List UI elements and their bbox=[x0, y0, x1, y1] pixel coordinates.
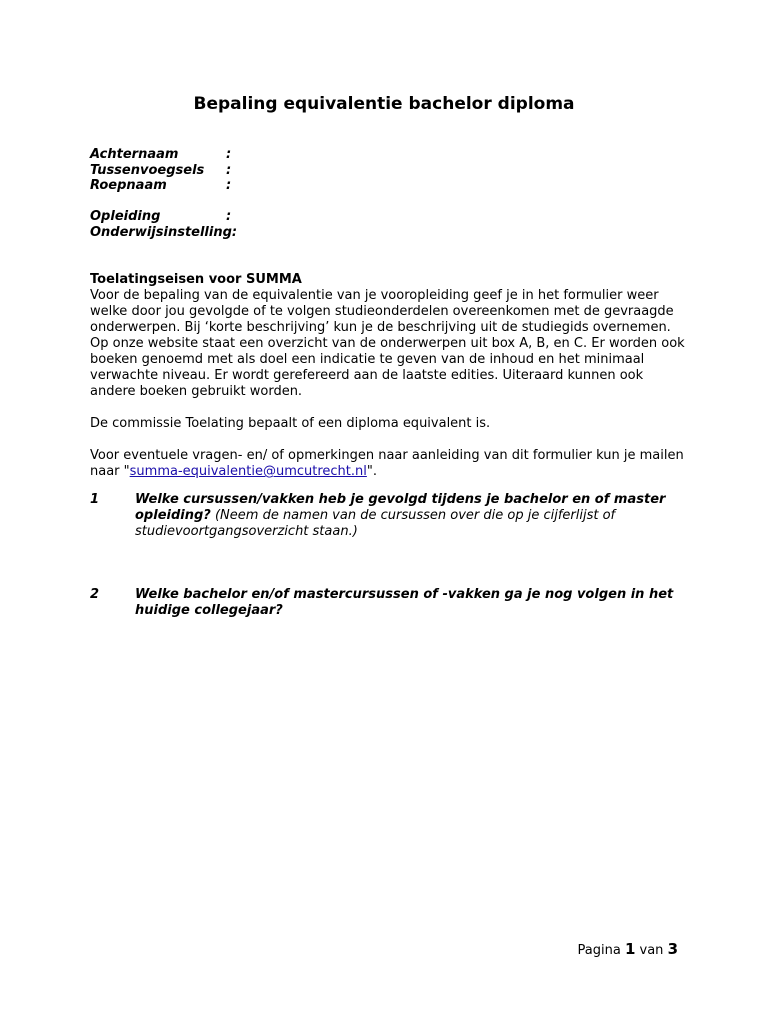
field-colon: : bbox=[226, 162, 232, 178]
section-heading: Toelatingseisen voor SUMMA bbox=[90, 272, 302, 287]
contact-text-end: ". bbox=[366, 464, 377, 479]
question-number: 2 bbox=[90, 587, 100, 602]
commission-paragraph: De commissie Toelating bepaalt of een diploma equivalent is. bbox=[90, 416, 491, 431]
contact-text: Voor eventuele vragen- en/ of opmerkingen naar aanleiding van dit formulier kun je mailen naar " bbox=[90, 448, 684, 479]
footer-page-number: 1 bbox=[624, 940, 636, 958]
footer-van: van bbox=[639, 943, 664, 958]
question-text bbox=[135, 587, 690, 619]
contact-paragraph bbox=[90, 448, 690, 480]
field-tussenvoegsels bbox=[90, 163, 237, 179]
field-label-opleiding: Opleiding bbox=[90, 209, 161, 224]
field-onderwijsinstelling bbox=[90, 225, 237, 241]
question-2 bbox=[90, 587, 690, 619]
question-bold: Welke cursussen/vakken heb je gevolgd tijdens je bachelor en of master opleiding? bbox=[135, 492, 666, 523]
document-title: Bepaling equivalentie bachelor diploma bbox=[193, 94, 575, 114]
field-label-tussenvoegsels: Tussenvoegsels bbox=[90, 162, 205, 178]
question-note: (Neem de namen van de cursussen over die op je cijferlijst of studievoortgangsoverzicht staan.) bbox=[135, 508, 616, 539]
question-text bbox=[135, 492, 690, 540]
field-colon: : bbox=[226, 178, 232, 193]
footer-total-pages: 3 bbox=[667, 940, 678, 958]
field-label-achternaam: Achternaam bbox=[90, 147, 179, 162]
field-colon: : bbox=[226, 209, 232, 224]
field-label-onderwijsinstelling: Onderwijsinstelling: bbox=[90, 224, 238, 240]
question-bold: Welke bachelor en/of mastercursussen of -vakken ga je nog volgen in het huidige collegejaar? bbox=[135, 587, 674, 618]
footer-pagina: Pagina bbox=[577, 943, 621, 958]
field-achternaam bbox=[90, 147, 237, 163]
intro-paragraph: Voor de bepaling van de equivalentie van je vooropleiding geef je in het formulier weer welke door jou gevolgde of te volgen studieonderdelen overeenkomen met de gevraagde onderwerpen. Bij ‘korte beschrijving’ kun je de beschrijving uit de studiegids overnemen. Op onze website staat een overzicht van de onderwerpen uit box A, B, en C. Er worden ook boeken genoemd met als doel een indicatie te geven van de inhoud en het minimaal verwachte niveau. Er wordt gerefereerd aan de laatste edities. Uiteraard kunnen ook andere boeken gebruikt worden. bbox=[90, 288, 685, 399]
field-label-roepnaam: Roepnaam bbox=[90, 178, 167, 193]
field-colon: : bbox=[226, 147, 232, 162]
email-link[interactable]: summa-equivalentie@umcutrecht.nl bbox=[129, 464, 367, 479]
personal-fields bbox=[90, 147, 237, 240]
field-roepnaam bbox=[90, 178, 237, 194]
field-opleiding bbox=[90, 209, 237, 225]
page-footer bbox=[578, 940, 679, 958]
intro-section bbox=[90, 272, 690, 480]
question-1 bbox=[90, 492, 690, 540]
question-number: 1 bbox=[90, 492, 100, 507]
